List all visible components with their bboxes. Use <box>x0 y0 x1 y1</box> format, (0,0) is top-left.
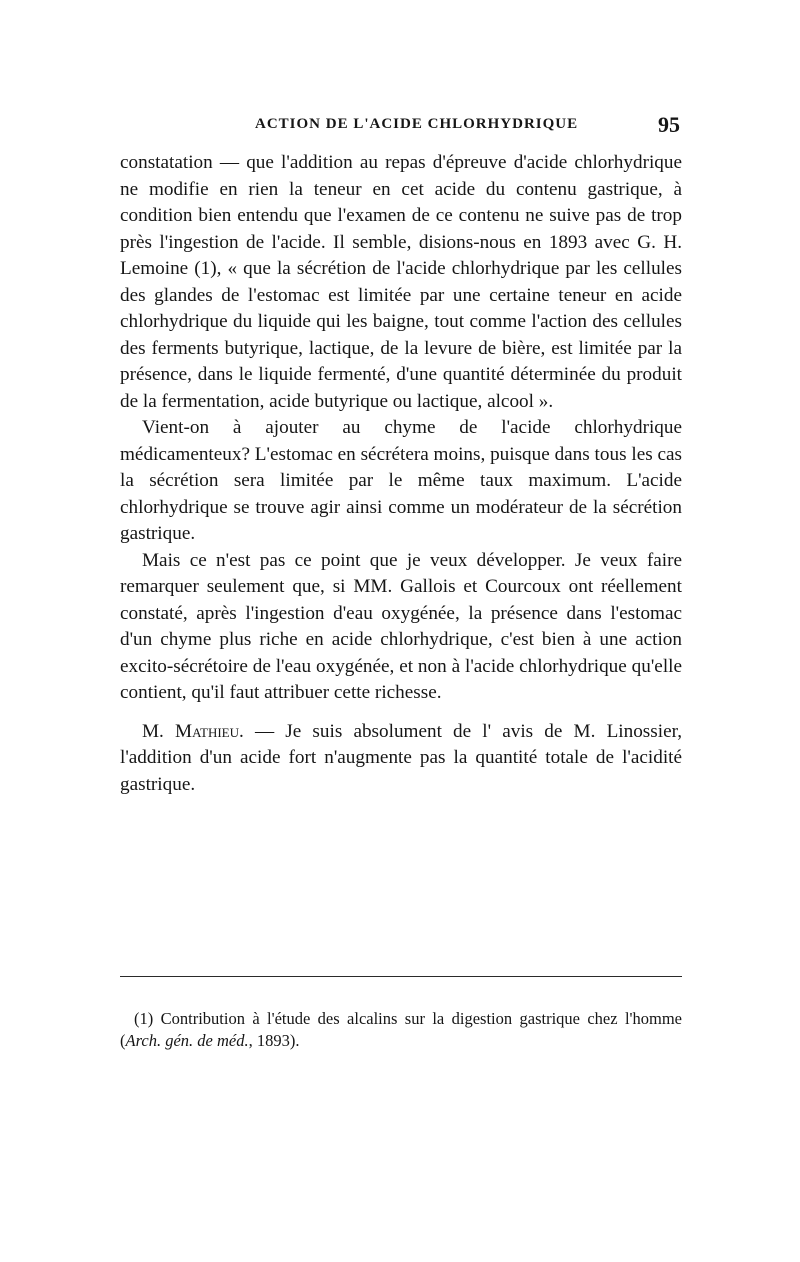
footnote <box>120 1008 682 1052</box>
footnote-text <box>120 1008 682 1052</box>
footnote-text-before: (1) Contribution à l'étude des alcalins sur la digestion gastrique chez l'homme ( <box>120 1009 682 1050</box>
paragraph-continuation: constatation — que l'addition au repas d'épreuve d'acide chlorhydrique ne modifie en rien la teneur en cet acide du contenu gastrique, à condition bien entendu que l'examen de ce contenu ne suive pas de trop près l'ingestion de l'acide. Il semble, disions-nous en 1893 avec G. H. Lemoine (1), « que la sécrétion de l'acide chlorhydrique par les cellules des glandes de l'estomac est limitée par une certaine teneur en acide chlorhydrique du liquide qui les baigne, tout comme l'action des cellules des ferments butyrique, lactique, de la levure de bière, est limitée par la présence, dans le liquide fermenté, d'une quantité déterminée du produit de la fermentation, acide butyrique ou lactique, alcool ». <box>120 152 682 412</box>
speaker-name: M. Mathieu. <box>142 720 244 742</box>
paragraph-eau-oxygenee: Mais ce n'est pas ce point que je veux développer. Je veux faire remarquer seulement que, si MM. Gallois et Courcoux ont réellement constaté, après l'ingestion d'eau oxygénée, la présence dans l'estomac d'un chyme plus riche en acide chlorhydrique, c'est bien à une action excito-sécrétoire de l'eau oxygénée, et non à l'acide chlorhydrique qu'elle contient, qu'il faut attribuer cette richesse. <box>120 549 682 703</box>
speaker-remark: — Je suis absolument de l' avis de M. Linossier, l'addition d'un acide fort n'augmente pas la quantité totale de l'acidité gastrique. <box>120 720 683 795</box>
running-title: ACTION DE L'ACIDE CHLORHYDRIQUE <box>255 116 579 132</box>
paragraph-medicamenteux: Vient-on à ajouter au chyme de l'acide chlorhydrique médicamenteux? L'estomac en sécrétera moins, puisque dans tous les cas la sécrétion sera limitée par le même taux maximum. L'acide chlorhydrique se trouve agir ainsi comme un modérateur de la sécrétion gastrique. <box>120 417 682 544</box>
footnote-divider <box>120 976 682 977</box>
running-header <box>120 112 680 142</box>
footnote-journal-title: Arch. gén. de méd. <box>125 1031 249 1050</box>
footnote-text-after: , 1893). <box>248 1031 300 1050</box>
body-text <box>120 150 682 798</box>
paragraph-mathieu <box>120 719 682 799</box>
page-number: 95 <box>658 112 680 137</box>
